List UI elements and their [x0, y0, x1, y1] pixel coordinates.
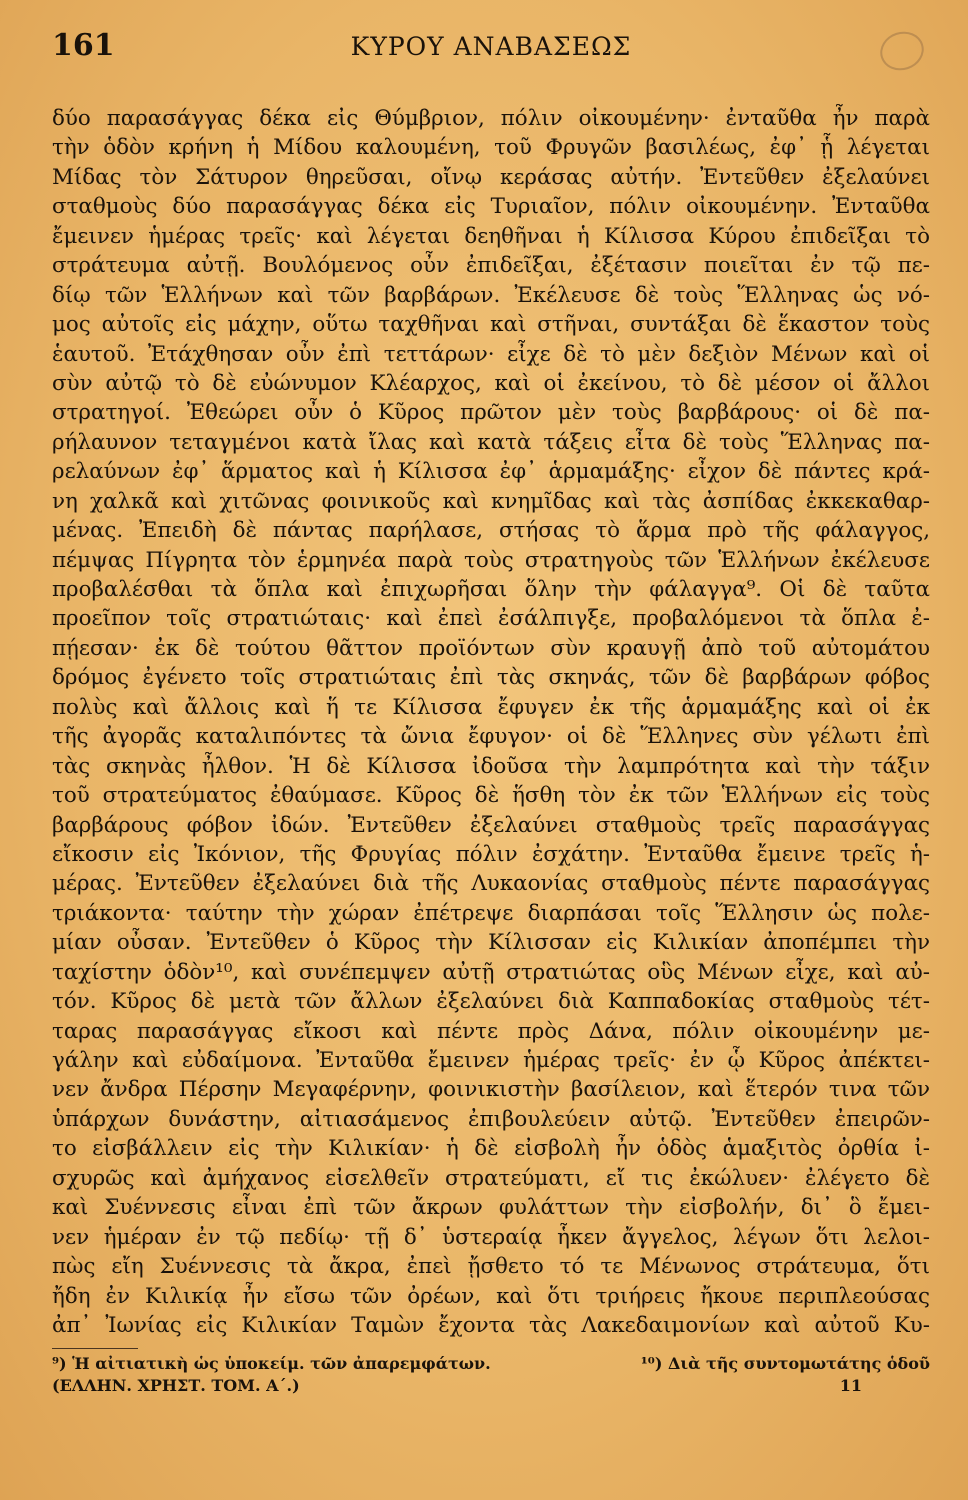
text-line: νεν ἡμέραν ἐν τῷ πεδίῳ· τῇ δ᾽ ὑστεραίᾳ ἧκεν ἄγγελος, λέγων ὅτι λελοι-: [52, 1224, 930, 1250]
text-line: σχυρῶς καὶ ἀμήχανος εἰσελθεῖν στρατεύματι, εἴ τις ἐκώλυεν· ἐλέγετο δὲ: [52, 1165, 930, 1191]
text-line: τόν. Κῦρος δὲ μετὰ τῶν ἄλλων ἐξελαύνει διὰ Καππαδοκίας σταθμοὺς τέτ-: [52, 989, 930, 1015]
stamp-mark: [875, 26, 929, 76]
text-line: ἤδη ἐν Κιλικίᾳ ἦν εἴσω τῶν ὀρέων, καὶ ὅτι τριήρεις ἤκουε περιπλεούσας: [52, 1283, 930, 1309]
text-line: σταθμοὺς δύο παρασάγγας δέκα εἰς Τυριαῖον, πόλιν οἰκουμένην. Ἐνταῦθα: [52, 194, 930, 220]
text-line: νεν ἄνδρα Πέρσην Μεγαφέρνην, φοινικιστὴν βασίλειον, καὶ ἕτερόν τινα τῶν: [52, 1077, 930, 1103]
text-line: τριάκοντα· ταύτην τὴν χώραν ἐπέτρεψε διαρπάσαι τοῖς Ἕλλησιν ὡς πολε-: [52, 900, 930, 926]
text-line: στρατηγοί. Ἐθεώρει οὖν ὁ Κῦρος πρῶτον μὲν τοὺς βαρβάρους· οἱ δὲ πα-: [52, 400, 930, 426]
body-text: [52, 104, 930, 1340]
text-line: γάλην καὶ εὐδαίμονα. Ἐνταῦθα ἔμεινεν ἡμέρας τρεῖς· ἐν ᾧ Κῦρος ἀπέκτει-: [52, 1048, 930, 1073]
text-line: ρελαύνων ἐφ᾽ ἅρματος καὶ ἡ Κίλισσα ἐφ᾽ ἁρμαμάξης· εἶχον δὲ πάντες κρά-: [52, 459, 930, 485]
text-line: βαρβάρους φόβον ἰδών. Ἐντεῦθεν ἐξελαύνει σταθμοὺς τρεῖς παρασάγγας: [52, 812, 930, 838]
text-line: ἀπ᾽ Ἰωνίας εἰς Κιλικίαν Ταμὼν ἔχοντα τὰς Λακεδαιμονίων καὶ αὐτοῦ Κυ-: [52, 1312, 930, 1338]
text-line: στράτευμα αὐτῇ. Βουλόμενος οὖν ἐπιδεῖξαι, ἐξέτασιν ποιεῖται ἐν τῷ πε-: [52, 253, 930, 279]
text-line: δρόμος ἐγένετο τοῖς στρατιώταις ἐπὶ τὰς σκηνάς, τῶν δὲ βαρβάρων φόβος: [52, 665, 930, 691]
text-line: σὺν αὐτῷ τὸ δὲ εὐώνυμον Κλέαρχος, καὶ οἱ ἐκείνου, τὸ δὲ μέσον οἱ ἄλλοι: [52, 370, 930, 396]
text-line: μέρας. Ἐντεῦθεν ἐξελαύνει διὰ τῆς Λυκαονίας σταθμοὺς πέντε παρασάγγας: [52, 871, 930, 897]
text-line: προβαλέσθαι τὰ ὅπλα καὶ ἐπιχωρῆσαι ὅλην τὴν φάλαγγα⁹. Οἱ δὲ ταῦτα: [52, 577, 930, 602]
footnote-rule: [52, 1348, 138, 1349]
source-label: (ΕΛΛΗΝ. ΧΡΗΣΤ. ΤΟΜ. Α΄.): [52, 1376, 300, 1396]
text-line: ταχίστην ὁδὸν¹⁰, καὶ συνέπεμψεν αὐτῇ στρατιώτας οὓς Μένων εἶχε, καὶ αὐ-: [52, 959, 930, 985]
running-title: ΚΥΡΟΥ ΑΝΑΒΑΣΕΩΣ: [350, 32, 632, 61]
text-line: ἔμεινεν ἡμέρας τρεῖς· καὶ λέγεται δεηθῆναι ἡ Κίλισσα Κύρου ἐπιδεῖξαι τὸ: [52, 223, 930, 249]
text-line: εἴκοσιν εἰς Ἰκόνιον, τῆς Φρυγίας πόλιν ἐσχάτην. Ἐνταῦθα ἔμεινε τρεῖς ἡ-: [52, 841, 930, 867]
text-line: ρήλαυνον τεταγμένοι κατὰ ἴλας καὶ κατὰ τάξεις εἶτα δὲ τοὺς Ἕλληνας πα-: [52, 429, 930, 455]
text-line: προεῖπον τοῖς στρατιώταις· καὶ ἐπεὶ ἐσάλπιγξε, προβαλόμενοι τὰ ὅπλα ἐ-: [52, 606, 930, 632]
text-line: πέμψας Πίγρητα τὸν ἑρμηνέα παρὰ τοὺς στρατηγοὺς τῶν Ἑλλήνων ἐκέλευσε: [52, 547, 930, 573]
signature-number: 11: [839, 1376, 862, 1396]
text-line: ταρας παρασάγγας εἴκοσι καὶ πέντε πρὸς Δάνα, πόλιν οἰκουμένην με-: [52, 1018, 930, 1044]
text-line: δίῳ τῶν Ἑλλήνων καὶ τῶν βαρβάρων. Ἐκέλευσε δὲ τοὺς Ἕλληνας ὡς νό-: [52, 282, 930, 308]
text-line: πῄεσαν· ἐκ δὲ τούτου θᾶττον προϊόντων σὺν κραυγῇ ἀπὸ τοῦ αὐτομάτου: [52, 635, 930, 661]
text-line: μίαν οὖσαν. Ἐντεῦθεν ὁ Κῦρος τὴν Κίλισσαν εἰς Κιλικίαν ἀποπέμπει τὴν: [52, 930, 930, 956]
text-line: τοῦ στρατεύματος ἐθαύμασε. Κῦρος δὲ ἥσθη τὸν ἐκ τῶν Ἑλλήνων εἰς τοὺς: [52, 783, 930, 809]
text-line: δύο παρασάγγας δέκα εἰς Θύμβριον, πόλιν οἰκουμένην· ἐνταῦθα ἦν παρὰ: [52, 106, 930, 131]
text-line: το εἰσβάλλειν εἰς τὴν Κιλικίαν· ἡ δὲ εἰσβολὴ ἦν ὁδὸς ἁμαξιτὸς ὀρθία ἰ-: [52, 1136, 930, 1162]
text-line: Μίδας τὸν Σάτυρον θηρεῦσαι, οἴνῳ κεράσας αὐτήν. Ἐντεῦθεν ἐξελαύνει: [52, 164, 930, 190]
footnote-row: [52, 1353, 930, 1375]
footnote-9: ⁹) Ἡ αἰτιατικὴ ὡς ὑποκείμ. τῶν ἀπαρεμφάτων.: [52, 1354, 491, 1374]
running-head: [52, 28, 930, 76]
text-line: πολὺς καὶ ἄλλοις καὶ ἥ τε Κίλισσα ἔφυγεν ἐκ τῆς ἁρμαμάξης καὶ οἱ ἐκ: [52, 694, 930, 720]
text-line: τὰς σκηνὰς ἦλθον. Ἡ δὲ Κίλισσα ἰδοῦσα τὴν λαμπρότητα καὶ τὴν τάξιν: [52, 753, 930, 779]
text-line: τῆς ἀγορᾶς καταλιπόντες τὰ ὤνια ἔφυγον· οἱ δὲ Ἕλληνες σὺν γέλωτι ἐπὶ: [52, 724, 930, 750]
footnote-row: [52, 1375, 930, 1397]
text-line: καὶ Συέννεσις εἶναι ἐπὶ τῶν ἄκρων φυλάττων τὴν εἰσβολήν, δι᾽ ὃ ἔμει-: [52, 1195, 930, 1221]
footnote-10: ¹⁰) Διὰ τῆς συντομωτάτης ὁδοῦ: [640, 1354, 930, 1374]
text-line: πὼς εἴη Συέννεσις τὰ ἄκρα, ἐπεὶ ᾔσθετο τό τε Μένωνος στράτευμα, ὅτι: [52, 1254, 930, 1280]
text-line: νη χαλκᾶ καὶ χιτῶνας φοινικοῦς καὶ κνημῖδας καὶ τὰς ἀσπίδας ἐκκεκαθαρ-: [52, 488, 930, 514]
footnotes: [52, 1353, 930, 1397]
page-number: 161: [52, 28, 115, 63]
text-line: μος αὐτοῖς εἰς μάχην, οὕτω ταχθῆναι καὶ στῆναι, συντάξαι δὲ ἕκαστον τοὺς: [52, 312, 930, 338]
text-line: ὑπάρχων δυνάστην, αἰτιασάμενος ἐπιβουλεύειν αὐτῷ. Ἐντεῦθεν ἐπειρῶν-: [52, 1106, 930, 1132]
text-line: μένας. Ἐπειδὴ δὲ πάντας παρήλασε, στήσας τὸ ἅρμα πρὸ τῆς φάλαγγος,: [52, 518, 930, 544]
text-line: τὴν ὁδὸν κρήνη ἡ Μίδου καλουμένη, τοῦ Φρυγῶν βασιλέως, ἐφ᾽ ᾗ λέγεται: [52, 135, 930, 161]
text-line: ἑαυτοῦ. Ἐτάχθησαν οὖν ἐπὶ τεττάρων· εἶχε δὲ τὸ μὲν δεξιὸν Μένων καὶ οἱ: [52, 341, 930, 367]
